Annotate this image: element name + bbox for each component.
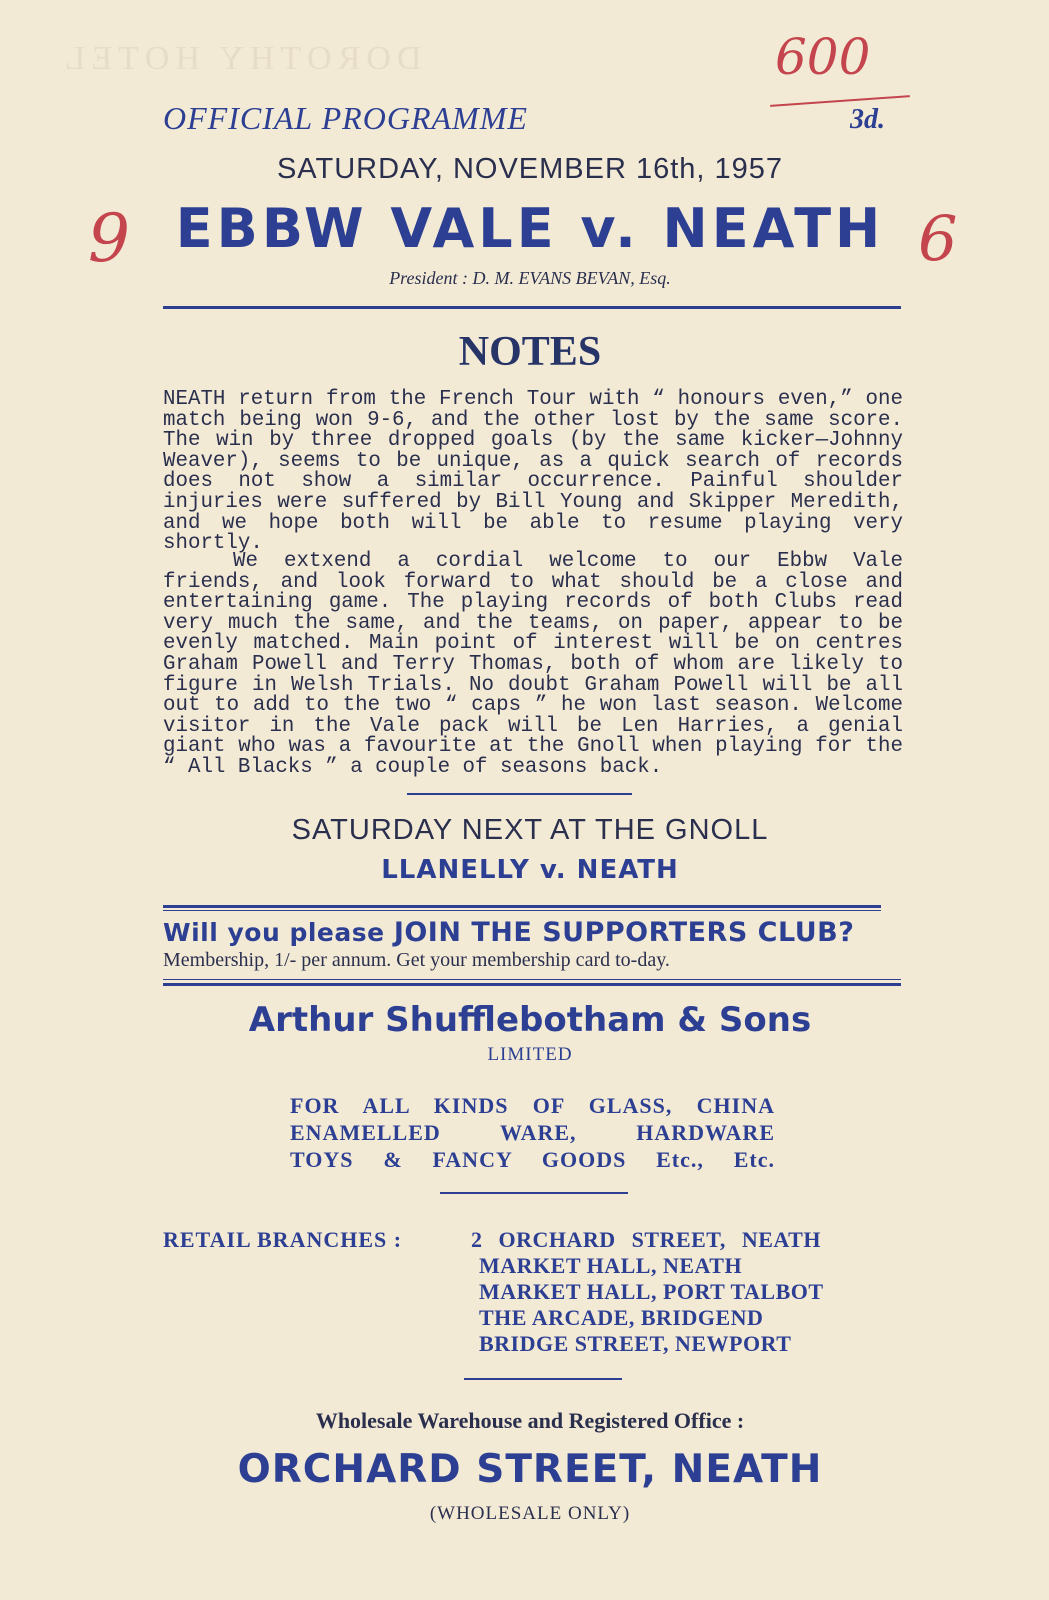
warehouse-address: ORCHARD STREET, NEATH [237, 1447, 823, 1492]
divider [163, 905, 881, 908]
handwritten-home-score: 9 [88, 200, 130, 277]
notes-heading: NOTES [458, 329, 602, 375]
advert-goods-line: ENAMELLED WARE, HARDWARE [290, 1120, 775, 1145]
club-president: President : D. M. EVANS BEVAN, Esq. [389, 268, 671, 288]
match-date: SATURDAY, NOVEMBER 16th, 1957 [276, 153, 784, 185]
divider [163, 910, 881, 911]
advert-company-name: Arthur Shufflebotham & Sons [248, 1000, 812, 1040]
retail-branches-list [471, 1227, 909, 1357]
warehouse-label: Wholesale Warehouse and Registered Office : [315, 1408, 745, 1433]
notes-paragraph-2: We extxend a cordial welcome to our Ebbw Vale friends, and look forward to what should be a close and entertaining game. The playing records of both Clubs read very much the same, and the teams, on paper, appear to be evenly matched. Main point of interest will be on centres Graham Powell and Terry Thomas, both of whom are likely to figure in Welsh Trials. No doubt Graham Powell will be all out to add to the two “ caps ” he won last season. Welcome visitor in the Vale pack will be Len Harries, a genial giant who was a favourite at the Gnoll when playing for the “ All Blacks ” a couple of seasons back. [163, 550, 903, 779]
next-match-fixture: LLANELLY v. NEATH [381, 855, 679, 885]
supporters-join: JOIN THE SUPPORTERS CLUB? [393, 917, 855, 948]
programme-price: 3d. [850, 104, 885, 135]
supporters-club-callout [163, 917, 903, 948]
advert-company-limited: LIMITED [487, 1044, 573, 1065]
advert-goods-line: TOYS & FANCY GOODS Etc., Etc. [290, 1147, 775, 1172]
divider [163, 979, 901, 980]
supporters-ask: Will you please [163, 918, 385, 947]
branch-address: MARKET HALL, NEATH [479, 1253, 743, 1278]
divider [163, 306, 901, 309]
match-title: EBBW VALE v. NEATH [175, 197, 885, 260]
branch-address: BRIDGE STREET, NEWPORT [479, 1331, 792, 1356]
branch-address: THE ARCADE, BRIDGEND [479, 1305, 764, 1330]
bleed-through-text: DOROTHY HOTEL [58, 40, 422, 77]
advert-goods-line: FOR ALL KINDS OF GLASS, CHINA [290, 1093, 775, 1118]
membership-info: Membership, 1/- per annum. Get your membership card to-day. [163, 949, 670, 971]
notes-paragraph-1: NEATH return from the French Tour with “ honours even,” one match being won 9-6, and the other lost by the same score. The win by three dropped goals (by the same kicker—Johnny Weaver), seems to be unique, as a quick search of records does not show a similar occurrence. Painful shoulder injuries were suffered by Bill Young and Skipper Meredith, and we hope both will be able to resume playing very shortly. [163, 388, 903, 556]
branch-address: MARKET HALL, PORT TALBOT [479, 1279, 824, 1304]
divider [440, 1192, 628, 1194]
handwritten-away-score: 6 [918, 202, 958, 275]
handwritten-underline [770, 95, 910, 107]
retail-branches-label: RETAIL BRANCHES : [163, 1227, 403, 1252]
wholesale-only-note: (WHOLESALE ONLY) [429, 1503, 631, 1524]
divider [163, 983, 901, 986]
divider [407, 793, 632, 795]
next-match-heading: SATURDAY NEXT AT THE GNOLL [291, 814, 769, 846]
divider [464, 1378, 622, 1380]
handwritten-price-mark: 600 [775, 28, 871, 86]
advert-goods-list [290, 1092, 775, 1173]
programme-title: OFFICIAL PROGRAMME [163, 100, 528, 136]
branch-address: 2 ORCHARD STREET, NEATH [471, 1227, 821, 1252]
